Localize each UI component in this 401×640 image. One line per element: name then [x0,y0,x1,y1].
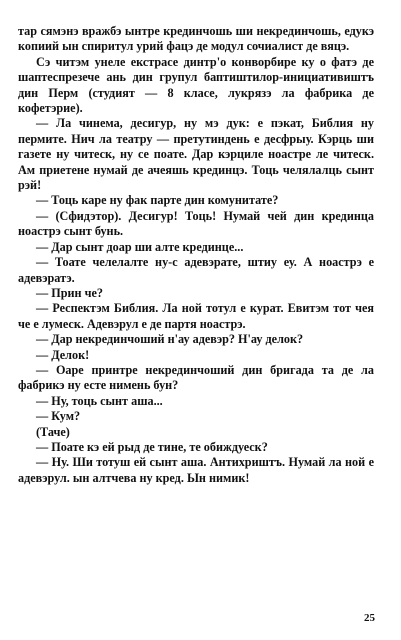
paragraph: — Ну. Ши тотуш ей сынт аша. Антихриштъ. Нумай ла ной е адевэрул. ын алтчева ну кред. Ын нимик! [18,455,374,485]
paragraph: — Тоате челелалте ну-с адевэрате, штиу еу. А ноастрэ е адевэратэ. [18,255,374,285]
paragraph: — Дар некрединчоший н'ау адевэр? Н'ау делок? [36,332,304,347]
paragraph: тар сямэнэ вражбэ ынтре крединчошь ши некрединчошь, едукэ копиий ын спиритул урий фацэ де модул сочиалист де вяцэ. [18,24,374,54]
page-number: 25 [364,612,375,624]
paragraph: — Ну, тоць сынт аша... [36,393,163,408]
paragraph: — Ла чинема, десигур, ну мэ дук: е пэкат, Библия ну пермите. Нич ла театру — претутиндень е десфрыу. Кэрць ши газете ну читеск, ну се поате. Дар кэрциле ноастре ле читеск. Ам приетене нумай де ачеяшь крединцэ. Тоць челялалць сынт рэй! [18,116,374,193]
paragraph: — Респектэм Библия. Ла ной тотул е курат. Евитэм тот чея че е лумеск. Адевэрул е де партя ноастрэ. [18,301,374,331]
paragraph: — Прин че? [36,285,103,300]
paragraph: — Поате кэ ей рыд де тине, те обиждуеск? [36,439,268,454]
paragraph: — Дар сынт доар ши алте крединце... [36,239,244,254]
paragraph: — Тоць каре ну фак парте дин комунитате? [36,193,279,208]
paragraph: — Кум? [36,409,81,424]
paragraph: (Таче) [36,424,70,439]
paragraph: Сэ читэм унеле екстрасе динтр'о конворбире ку о фатэ де шаптеспрезече ань дин групул баптиштилор-инициативиштъ дин Перм (студият — 8 класе, лукрязэ ла фабрика де кофетэрие). [18,54,374,116]
paragraph: — (Сфидэтор). Десигур! Тоць! Нумай чей дин крединца ноастрэ сынт бунь. [18,208,374,239]
paragraph: — Делок! [36,347,90,362]
paragraph: — Оаре принтре некрединчоший дин бригада та де ла фабрикэ ну есте нимень бун? [18,362,374,393]
page-body [18,24,374,486]
